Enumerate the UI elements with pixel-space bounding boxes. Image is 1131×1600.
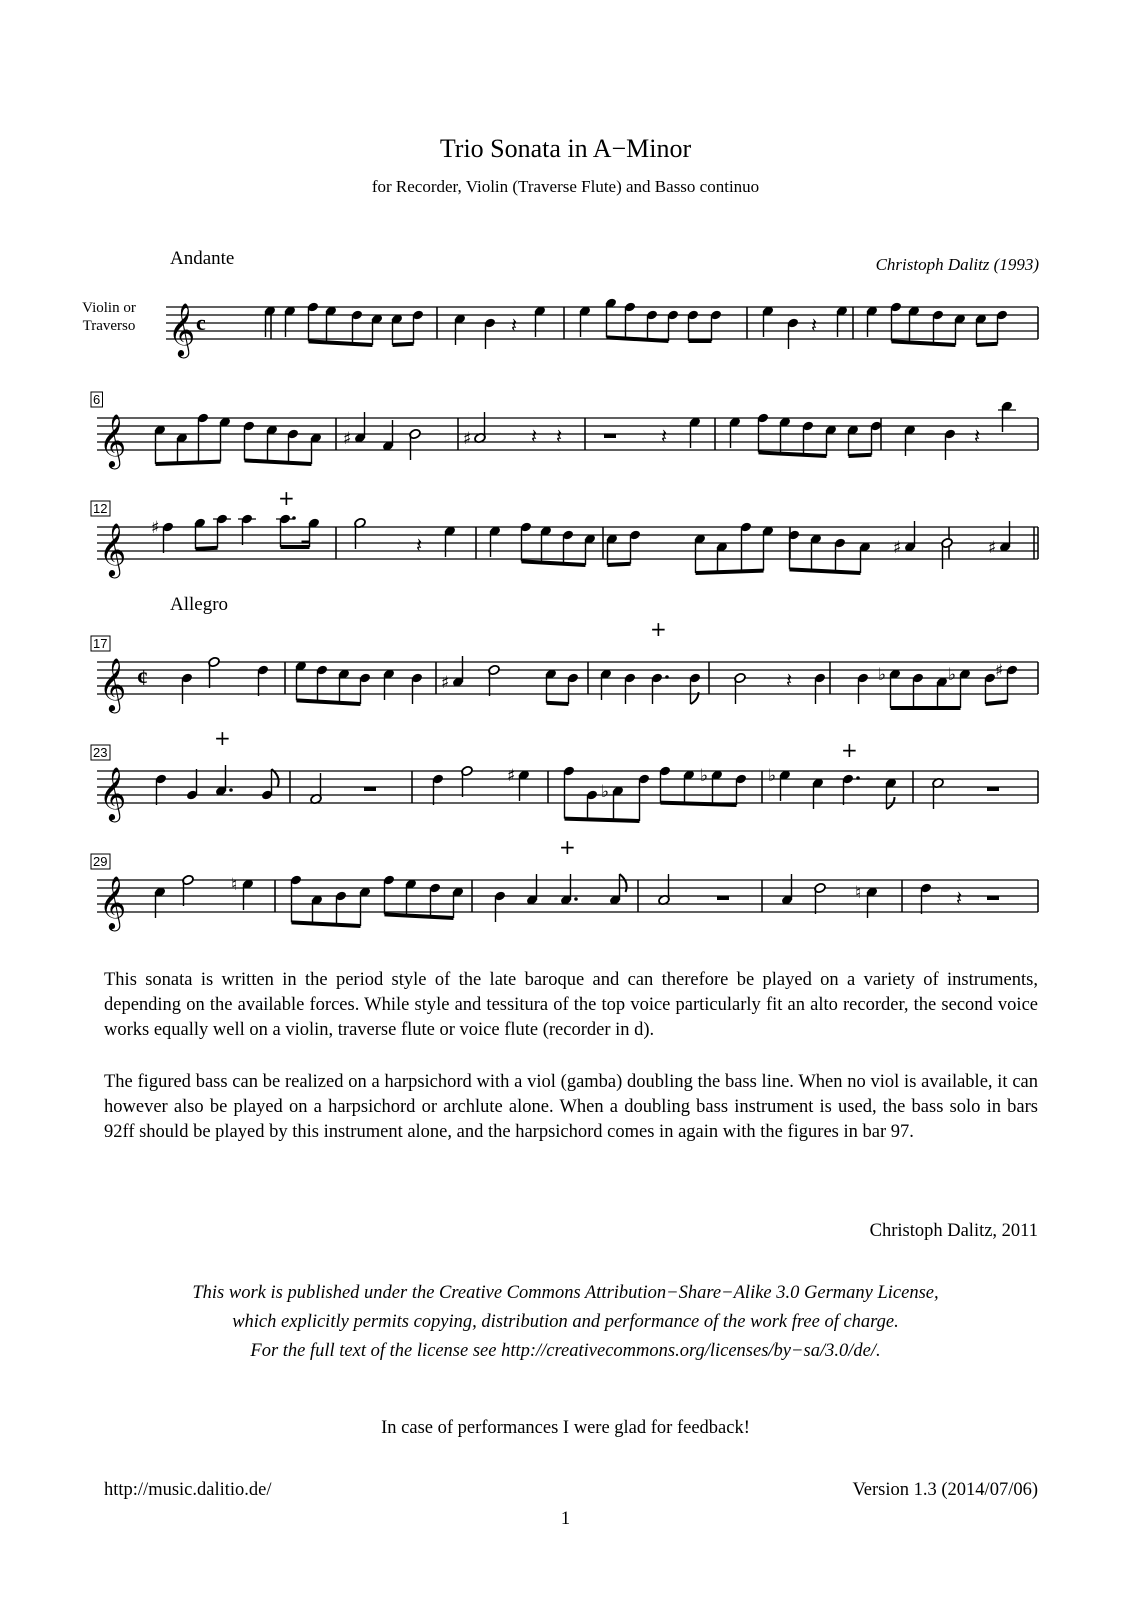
quarter-rest-icon: 𝄽: [661, 424, 668, 448]
license-notice: This work is published under the Creative Commons Attribution−Share−Alike 3.0 Germany License, which explicitly permits copying, distribution and performance of the work free of charge. For the full text of the license see http://creativecommons.org/licenses/by−sa/3.0/de/.: [192, 1283, 939, 1361]
flat-icon: ♭: [768, 766, 777, 786]
notes-paragraph-1: This sonata is written in the period style of the late baroque and can therefore be played on a variety of instruments, depending on the available forces. While style and tessitura of the top voice particularly fit an alto recorder, the second voice works equally well on a violin, traverse flute or voice flute (recorder in d).: [104, 970, 1038, 1040]
staff-system: [0, 277, 1131, 387]
tempo-marking-allegro: Allegro: [170, 594, 229, 615]
quarter-rest-icon: 𝄽: [531, 424, 538, 448]
treble-clef-icon: 𝄞: [168, 302, 196, 356]
staff-system: [0, 835, 1131, 960]
sharp-icon: ♯: [441, 673, 450, 693]
tempo-marking-andante: Andante: [170, 248, 235, 269]
notes-signature: Christoph Dalitz, 2011: [869, 1221, 1038, 1241]
bar-number: 6: [93, 392, 101, 407]
website-link[interactable]: http://music.dalitio.de/: [104, 1480, 272, 1500]
sharp-icon: ♯: [893, 538, 902, 558]
quarter-rest-icon: 𝄽: [811, 313, 818, 337]
treble-clef-icon: 𝄞: [99, 875, 127, 929]
instrument-label: Violin or Traverso: [82, 300, 136, 334]
trill-ornament-icon: +: [841, 738, 858, 762]
treble-clef-icon: 𝄞: [99, 413, 127, 467]
bar-number: 17: [93, 636, 108, 651]
notes-paragraph-2: The figured bass can be realized on a harpsichord with a viol (gamba) doubling the bass line. When no viol is available, it can however also be played on a harpsichord or archlute alone. When a doubling bass instrument is used, the bass solo in bars 92ff should be played by this instrument alone, and the harpsichord comes in again with the figures in bar 97.: [104, 1072, 1038, 1142]
treble-clef-icon: 𝄞: [99, 657, 127, 711]
treble-clef-icon: 𝄞: [99, 522, 127, 576]
quarter-rest-icon: 𝄽: [556, 424, 563, 448]
half-rest-icon: [987, 896, 999, 900]
bar-number: 23: [93, 745, 108, 760]
natural-icon: ♮: [855, 883, 862, 903]
time-signature: c: [196, 310, 206, 335]
bar-number: 29: [93, 854, 108, 869]
flat-icon: ♭: [878, 665, 887, 685]
sharp-icon: ♯: [343, 429, 352, 449]
staff-system: [0, 617, 1131, 742]
time-signature: ¢: [137, 665, 148, 690]
flat-icon: ♭: [948, 665, 957, 685]
sharp-icon: ♯: [988, 538, 997, 558]
quarter-rest-icon: 𝄽: [416, 533, 423, 557]
sharp-icon: ♯: [151, 518, 160, 538]
flat-icon: ♭: [601, 782, 610, 802]
trill-ornament-icon: +: [559, 835, 576, 859]
quarter-rest-icon: 𝄽: [511, 313, 518, 337]
half-rest-icon: [987, 787, 999, 791]
flat-icon: ♭: [700, 766, 709, 786]
quarter-rest-icon: 𝄽: [974, 424, 981, 448]
staff-system: [0, 486, 1131, 607]
staff-system: [0, 388, 1131, 498]
version-info: Version 1.3 (2014/07/06): [852, 1480, 1038, 1500]
trill-ornament-icon: +: [650, 617, 667, 641]
composer-credit: Christoph Dalitz (1993): [875, 255, 1039, 274]
page-title: Trio Sonata in A−Minor: [439, 134, 692, 163]
bar-number: 12: [93, 501, 108, 516]
half-rest-icon: [717, 896, 729, 900]
quarter-rest-icon: 𝄽: [956, 886, 963, 910]
flag: [272, 769, 279, 787]
half-rest-icon: [364, 787, 376, 791]
quarter-rest-icon: 𝄽: [786, 668, 793, 692]
feedback-note: In case of performances I were glad for feedback!: [381, 1418, 750, 1438]
trill-ornament-icon: +: [214, 726, 231, 750]
treble-clef-icon: 𝄞: [99, 766, 127, 820]
sharp-icon: ♯: [507, 766, 516, 786]
page-subtitle: for Recorder, Violin (Traverse Flute) and Basso continuo: [371, 177, 760, 196]
page-number: 1: [560, 1509, 571, 1529]
natural-icon: ♮: [231, 875, 238, 895]
flag: [620, 874, 627, 892]
trill-ornament-icon: +: [278, 486, 295, 510]
sharp-icon: ♯: [995, 661, 1004, 681]
sharp-icon: ♯: [463, 429, 472, 449]
half-rest-icon: [604, 434, 616, 438]
